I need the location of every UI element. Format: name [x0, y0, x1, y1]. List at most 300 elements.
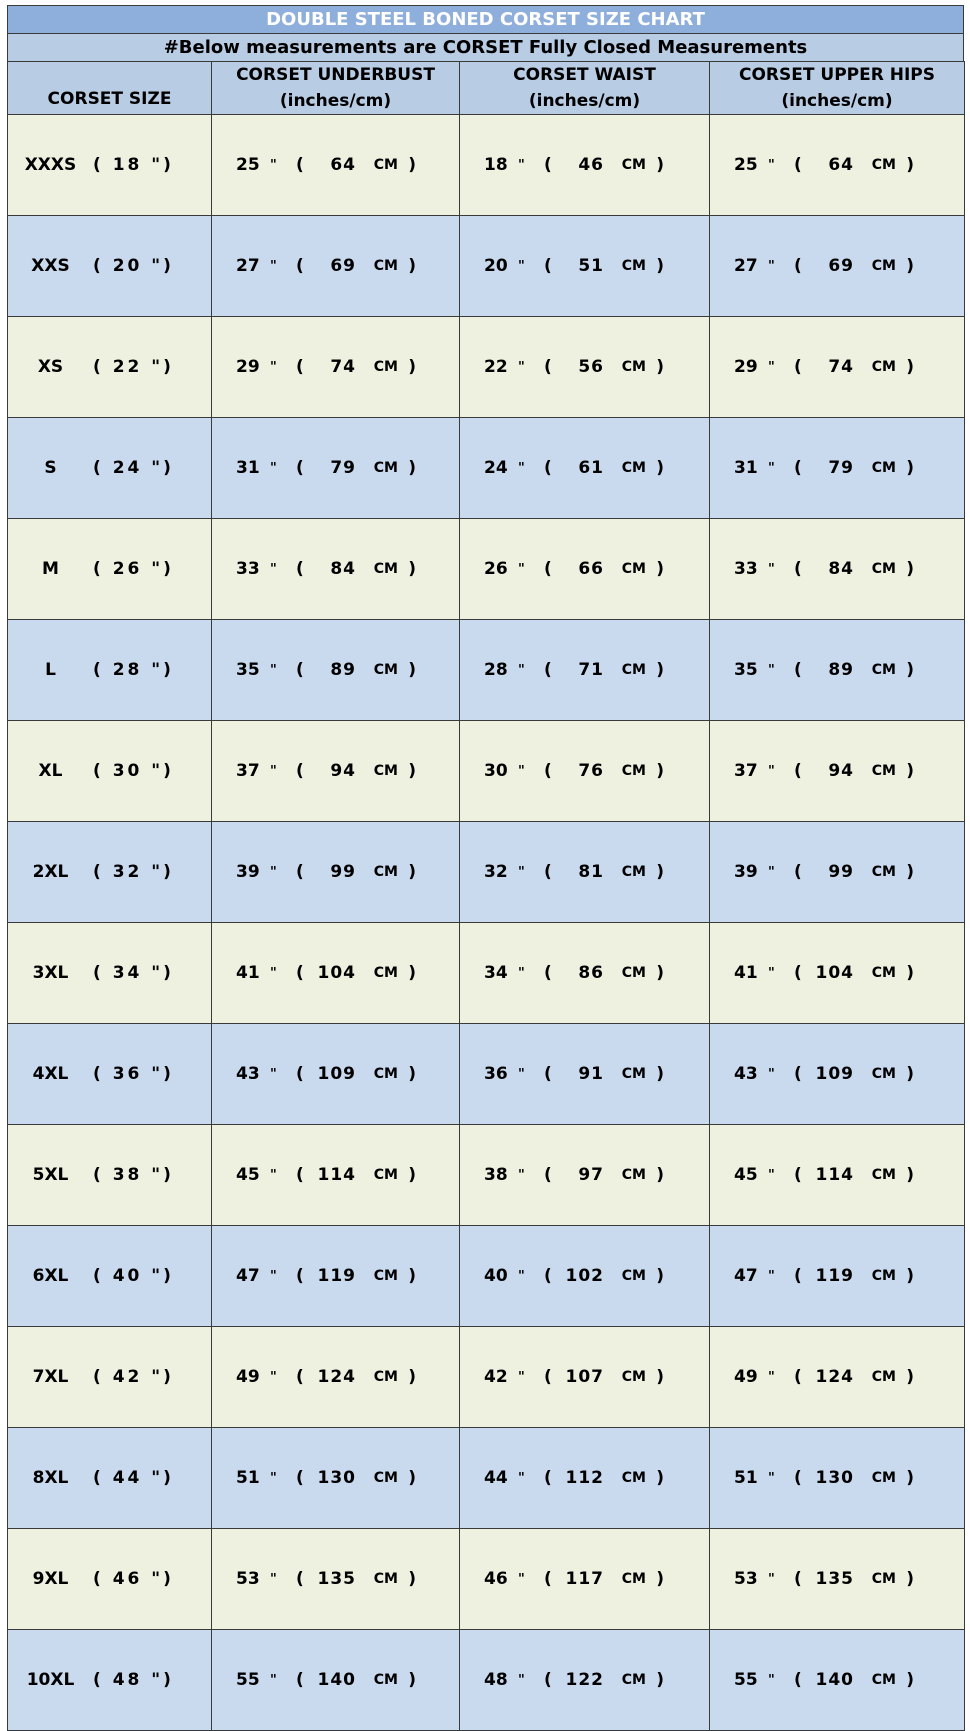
size-label: M: [42, 559, 59, 579]
open-paren: (: [794, 256, 802, 276]
underbust-cm: 135: [317, 1569, 356, 1589]
size-label: 4XL: [32, 1064, 69, 1084]
open-paren: (: [544, 1064, 552, 1084]
cm-unit: CM: [373, 1268, 398, 1284]
cm-unit: CM: [373, 864, 398, 880]
waist-cm: 66: [578, 559, 604, 579]
waist-cm: 86: [578, 963, 604, 983]
size-inches: ( 28 "): [93, 660, 174, 680]
inch-mark: ": [768, 1470, 775, 1486]
inch-mark: ": [768, 359, 775, 375]
open-paren: (: [544, 660, 552, 680]
open-paren: (: [544, 1670, 552, 1690]
close-paren: ): [408, 1468, 416, 1488]
hips-cell: [710, 1529, 965, 1630]
cm-unit: CM: [621, 157, 646, 173]
waist-cell: [460, 317, 710, 418]
inch-mark: ": [518, 965, 525, 981]
size-inches: ( 34 "): [93, 963, 174, 983]
hips-cell: [710, 721, 965, 822]
size-label: 9XL: [32, 1569, 69, 1589]
hips-cell: [710, 620, 965, 721]
close-paren: ): [408, 660, 416, 680]
size-label: 5XL: [32, 1165, 69, 1185]
hips-cm: 104: [815, 963, 854, 983]
cm-unit: CM: [373, 1571, 398, 1587]
open-paren: (: [296, 1266, 304, 1286]
underbust-cm: 64: [330, 155, 356, 175]
inch-mark: ": [518, 359, 525, 375]
waist-inches: 44: [484, 1468, 508, 1488]
size-inches: ( 48 "): [93, 1670, 174, 1690]
hips-inches: 47: [734, 1266, 758, 1286]
inch-mark: ": [518, 763, 525, 779]
open-paren: (: [544, 559, 552, 579]
open-paren: (: [794, 1064, 802, 1084]
table-row: [8, 1630, 965, 1731]
size-label: 8XL: [32, 1468, 69, 1488]
cm-unit: CM: [621, 359, 646, 375]
waist-cell: [460, 1428, 710, 1529]
waist-inches: 40: [484, 1266, 508, 1286]
close-paren: ): [906, 256, 914, 276]
open-paren: (: [296, 1064, 304, 1084]
waist-inches: 42: [484, 1367, 508, 1387]
underbust-cell: [212, 1630, 460, 1731]
hips-cm: 84: [828, 559, 854, 579]
hips-cell: [710, 1125, 965, 1226]
underbust-inches: 43: [236, 1064, 260, 1084]
inch-mark: ": [768, 1672, 775, 1688]
underbust-cell: [212, 519, 460, 620]
cm-unit: CM: [871, 1470, 896, 1486]
inch-mark: ": [768, 561, 775, 577]
open-paren: (: [794, 559, 802, 579]
size-label: XS: [37, 357, 64, 377]
close-paren: ): [906, 660, 914, 680]
inch-mark: ": [518, 1268, 525, 1284]
table-row: [8, 1529, 965, 1630]
waist-inches: 26: [484, 559, 508, 579]
inch-mark: ": [270, 1066, 277, 1082]
inch-mark: ": [768, 460, 775, 476]
open-paren: (: [296, 761, 304, 781]
cm-unit: CM: [373, 965, 398, 981]
inch-mark: ": [518, 1470, 525, 1486]
size-inches: ( 42 "): [93, 1367, 174, 1387]
cm-unit: CM: [871, 1672, 896, 1688]
hips-cm: 130: [815, 1468, 854, 1488]
chart-subtitle: #Below measurements are CORSET Fully Closed Measurements: [7, 33, 964, 61]
cm-unit: CM: [621, 1066, 646, 1082]
waist-inches: 34: [484, 963, 508, 983]
hips-inches: 41: [734, 963, 758, 983]
underbust-cm: 140: [317, 1670, 356, 1690]
waist-cm: 81: [578, 862, 604, 882]
table-row: [8, 317, 965, 418]
table-row: [8, 1428, 965, 1529]
underbust-cell: [212, 1529, 460, 1630]
open-paren: (: [544, 761, 552, 781]
size-label: 10XL: [26, 1670, 75, 1690]
hips-inches: 43: [734, 1064, 758, 1084]
open-paren: (: [794, 862, 802, 882]
open-paren: (: [296, 559, 304, 579]
underbust-inches: 47: [236, 1266, 260, 1286]
open-paren: (: [544, 155, 552, 175]
underbust-cell: [212, 923, 460, 1024]
open-paren: (: [794, 660, 802, 680]
cm-unit: CM: [871, 460, 896, 476]
waist-cell: [460, 519, 710, 620]
close-paren: ): [906, 357, 914, 377]
hips-inches: 25: [734, 155, 758, 175]
inch-mark: ": [768, 1369, 775, 1385]
close-paren: ): [408, 1367, 416, 1387]
size-cell: [8, 620, 212, 721]
cm-unit: CM: [373, 157, 398, 173]
close-paren: ): [656, 963, 664, 983]
hips-cm: 94: [828, 761, 854, 781]
waist-cm: 91: [578, 1064, 604, 1084]
underbust-cell: [212, 418, 460, 519]
inch-mark: ": [768, 1571, 775, 1587]
size-cell: [8, 923, 212, 1024]
close-paren: ): [906, 1064, 914, 1084]
underbust-inches: 27: [236, 256, 260, 276]
cm-unit: CM: [621, 258, 646, 274]
underbust-inches: 51: [236, 1468, 260, 1488]
close-paren: ): [656, 1064, 664, 1084]
cm-unit: CM: [621, 1672, 646, 1688]
table-row: [8, 1226, 965, 1327]
close-paren: ): [906, 559, 914, 579]
size-cell: [8, 1428, 212, 1529]
underbust-cm: 109: [317, 1064, 356, 1084]
table-row: [8, 721, 965, 822]
open-paren: (: [544, 1266, 552, 1286]
inch-mark: ": [768, 1066, 775, 1082]
open-paren: (: [794, 1670, 802, 1690]
waist-inches: 22: [484, 357, 508, 377]
header-size: CORSET SIZE: [8, 62, 212, 115]
inch-mark: ": [518, 864, 525, 880]
underbust-inches: 25: [236, 155, 260, 175]
close-paren: ): [906, 1165, 914, 1185]
table-row: [8, 115, 965, 216]
close-paren: ): [906, 1468, 914, 1488]
cm-unit: CM: [621, 460, 646, 476]
waist-inches: 36: [484, 1064, 508, 1084]
close-paren: ): [408, 357, 416, 377]
underbust-inches: 31: [236, 458, 260, 478]
close-paren: ): [906, 1367, 914, 1387]
cm-unit: CM: [621, 1571, 646, 1587]
hips-cell: [710, 115, 965, 216]
close-paren: ): [906, 1670, 914, 1690]
cm-unit: CM: [373, 1066, 398, 1082]
waist-cell: [460, 216, 710, 317]
open-paren: (: [296, 155, 304, 175]
hips-inches: 51: [734, 1468, 758, 1488]
header-underbust: [212, 62, 460, 115]
inch-mark: ": [768, 965, 775, 981]
underbust-cm: 119: [317, 1266, 356, 1286]
header-hips-units: (inches/cm): [781, 91, 893, 111]
size-cell: [8, 1529, 212, 1630]
open-paren: (: [544, 862, 552, 882]
open-paren: (: [296, 963, 304, 983]
header-underbust-label: CORSET UNDERBUST: [236, 65, 435, 85]
close-paren: ): [656, 559, 664, 579]
hips-inches: 29: [734, 357, 758, 377]
hips-inches: 31: [734, 458, 758, 478]
size-inches: ( 36 "): [93, 1064, 174, 1084]
underbust-cm: 74: [330, 357, 356, 377]
table-row: [8, 1024, 965, 1125]
table-row: [8, 923, 965, 1024]
cm-unit: CM: [373, 460, 398, 476]
underbust-cm: 124: [317, 1367, 356, 1387]
waist-cm: 107: [565, 1367, 604, 1387]
inch-mark: ": [270, 157, 277, 173]
open-paren: (: [544, 1468, 552, 1488]
open-paren: (: [296, 660, 304, 680]
inch-mark: ": [518, 1167, 525, 1183]
close-paren: ): [906, 458, 914, 478]
close-paren: ): [656, 1569, 664, 1589]
underbust-cell: [212, 620, 460, 721]
waist-cm: 56: [578, 357, 604, 377]
close-paren: ): [408, 1165, 416, 1185]
cm-unit: CM: [871, 1066, 896, 1082]
size-label: XXS: [31, 256, 70, 276]
hips-cm: 119: [815, 1266, 854, 1286]
close-paren: ): [656, 862, 664, 882]
header-hips: [710, 62, 965, 115]
inch-mark: ": [518, 258, 525, 274]
header-waist-label: CORSET WAIST: [513, 65, 656, 85]
hips-inches: 37: [734, 761, 758, 781]
header-row: [8, 62, 965, 115]
size-label: XXXS: [24, 155, 77, 175]
hips-cell: [710, 216, 965, 317]
waist-cell: [460, 620, 710, 721]
underbust-cm: 130: [317, 1468, 356, 1488]
open-paren: (: [296, 1165, 304, 1185]
close-paren: ): [906, 155, 914, 175]
open-paren: (: [296, 357, 304, 377]
open-paren: (: [544, 256, 552, 276]
waist-cm: 61: [578, 458, 604, 478]
inch-mark: ": [270, 561, 277, 577]
waist-inches: 20: [484, 256, 508, 276]
size-inches: ( 26 "): [93, 559, 174, 579]
inch-mark: ": [768, 157, 775, 173]
table-body: [8, 115, 965, 1731]
underbust-inches: 35: [236, 660, 260, 680]
underbust-cell: [212, 1327, 460, 1428]
underbust-inches: 49: [236, 1367, 260, 1387]
inch-mark: ": [518, 1571, 525, 1587]
underbust-cm: 99: [330, 862, 356, 882]
header-waist-units: (inches/cm): [528, 91, 641, 111]
close-paren: ): [408, 559, 416, 579]
hips-inches: 33: [734, 559, 758, 579]
size-label: 3XL: [32, 963, 69, 983]
cm-unit: CM: [871, 157, 896, 173]
table-row: [8, 1327, 965, 1428]
cm-unit: CM: [621, 965, 646, 981]
waist-cm: 97: [578, 1165, 604, 1185]
inch-mark: ": [768, 258, 775, 274]
close-paren: ): [408, 1266, 416, 1286]
size-table: [7, 61, 965, 1731]
inch-mark: ": [270, 1571, 277, 1587]
cm-unit: CM: [373, 763, 398, 779]
inch-mark: ": [270, 1369, 277, 1385]
close-paren: ): [408, 1569, 416, 1589]
size-cell: [8, 822, 212, 923]
inch-mark: ": [518, 561, 525, 577]
hips-cell: [710, 1327, 965, 1428]
open-paren: (: [794, 458, 802, 478]
open-paren: (: [296, 256, 304, 276]
waist-cell: [460, 1024, 710, 1125]
hips-inches: 39: [734, 862, 758, 882]
open-paren: (: [544, 1367, 552, 1387]
cm-unit: CM: [871, 662, 896, 678]
waist-cm: 117: [565, 1569, 604, 1589]
inch-mark: ": [518, 460, 525, 476]
cm-unit: CM: [871, 1369, 896, 1385]
open-paren: (: [794, 1468, 802, 1488]
close-paren: ): [656, 458, 664, 478]
underbust-cell: [212, 1428, 460, 1529]
open-paren: (: [794, 1569, 802, 1589]
waist-cm: 76: [578, 761, 604, 781]
underbust-cm: 104: [317, 963, 356, 983]
open-paren: (: [296, 1569, 304, 1589]
close-paren: ): [656, 1266, 664, 1286]
hips-cell: [710, 317, 965, 418]
waist-inches: 32: [484, 862, 508, 882]
waist-inches: 18: [484, 155, 508, 175]
waist-cm: 112: [565, 1468, 604, 1488]
close-paren: ): [408, 963, 416, 983]
size-inches: ( 38 "): [93, 1165, 174, 1185]
open-paren: (: [794, 1367, 802, 1387]
close-paren: ): [906, 761, 914, 781]
hips-cm: 109: [815, 1064, 854, 1084]
underbust-inches: 45: [236, 1165, 260, 1185]
hips-cell: [710, 1630, 965, 1731]
inch-mark: ": [270, 1167, 277, 1183]
waist-cell: [460, 1125, 710, 1226]
waist-cell: [460, 822, 710, 923]
open-paren: (: [296, 1670, 304, 1690]
inch-mark: ": [518, 1066, 525, 1082]
size-inches: ( 44 "): [93, 1468, 174, 1488]
cm-unit: CM: [373, 1167, 398, 1183]
inch-mark: ": [518, 157, 525, 173]
size-cell: [8, 1226, 212, 1327]
close-paren: ): [408, 1670, 416, 1690]
underbust-cell: [212, 721, 460, 822]
hips-cell: [710, 1226, 965, 1327]
size-cell: [8, 418, 212, 519]
hips-inches: 49: [734, 1367, 758, 1387]
size-cell: [8, 1327, 212, 1428]
cm-unit: CM: [621, 662, 646, 678]
inch-mark: ": [270, 965, 277, 981]
hips-cm: 69: [828, 256, 854, 276]
open-paren: (: [794, 155, 802, 175]
table-row: [8, 822, 965, 923]
hips-inches: 55: [734, 1670, 758, 1690]
close-paren: ): [656, 256, 664, 276]
table-row: [8, 519, 965, 620]
size-label: 6XL: [32, 1266, 69, 1286]
inch-mark: ": [270, 1268, 277, 1284]
close-paren: ): [408, 458, 416, 478]
close-paren: ): [656, 155, 664, 175]
waist-inches: 30: [484, 761, 508, 781]
cm-unit: CM: [871, 1268, 896, 1284]
close-paren: ): [656, 1165, 664, 1185]
inch-mark: ": [270, 763, 277, 779]
hips-inches: 53: [734, 1569, 758, 1589]
cm-unit: CM: [871, 359, 896, 375]
waist-cm: 102: [565, 1266, 604, 1286]
hips-inches: 35: [734, 660, 758, 680]
hips-cm: 99: [828, 862, 854, 882]
waist-cm: 46: [578, 155, 604, 175]
size-cell: [8, 1630, 212, 1731]
open-paren: (: [296, 862, 304, 882]
inch-mark: ": [768, 864, 775, 880]
hips-cm: 79: [828, 458, 854, 478]
underbust-cell: [212, 216, 460, 317]
waist-inches: 28: [484, 660, 508, 680]
hips-cell: [710, 418, 965, 519]
cm-unit: CM: [621, 1470, 646, 1486]
inch-mark: ": [270, 359, 277, 375]
underbust-inches: 33: [236, 559, 260, 579]
underbust-cm: 114: [317, 1165, 356, 1185]
close-paren: ): [656, 660, 664, 680]
underbust-cell: [212, 1226, 460, 1327]
open-paren: (: [794, 1266, 802, 1286]
underbust-cm: 89: [330, 660, 356, 680]
waist-cm: 71: [578, 660, 604, 680]
close-paren: ): [408, 761, 416, 781]
size-inches: ( 24 "): [93, 458, 174, 478]
header-waist: [460, 62, 710, 115]
table-row: [8, 418, 965, 519]
waist-cell: [460, 923, 710, 1024]
underbust-inches: 29: [236, 357, 260, 377]
size-inches: ( 30 "): [93, 761, 174, 781]
table-row: [8, 620, 965, 721]
underbust-cm: 84: [330, 559, 356, 579]
close-paren: ): [656, 357, 664, 377]
table-row: [8, 1125, 965, 1226]
cm-unit: CM: [373, 1369, 398, 1385]
waist-cell: [460, 115, 710, 216]
open-paren: (: [544, 1569, 552, 1589]
hips-cm: 74: [828, 357, 854, 377]
